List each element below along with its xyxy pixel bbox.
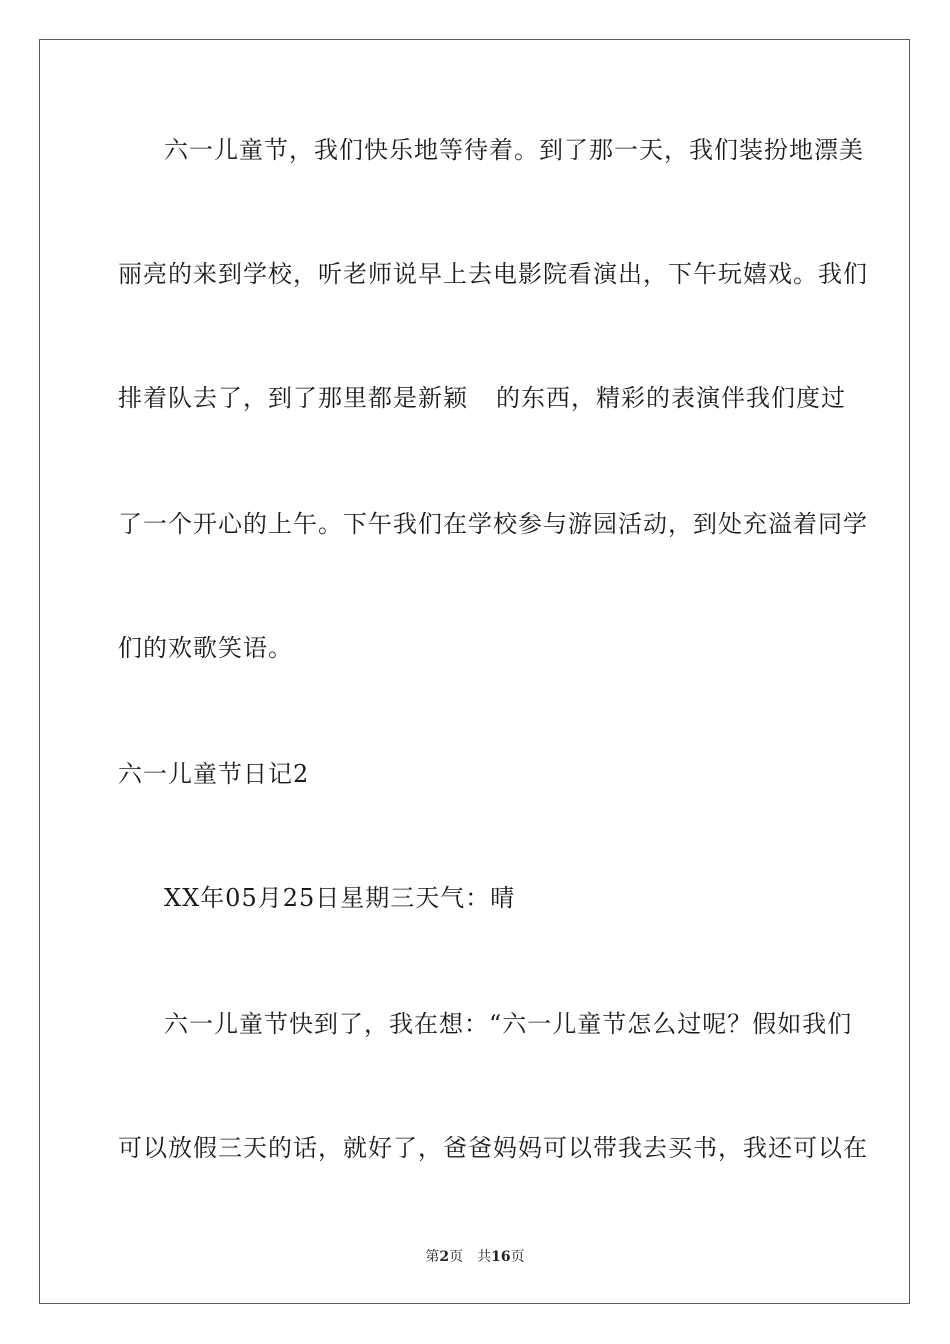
paragraph-2-line-2: 可以放假三天的话，就好了，爸爸妈妈可以带我去买书，我还可以在	[118, 1134, 868, 1162]
footer-page-number: 2	[439, 1249, 450, 1265]
paragraph-1-line-3	[118, 384, 846, 412]
footer-total-prefix: 共	[477, 1249, 492, 1265]
page-border	[39, 39, 910, 1304]
footer-page-prefix: 第	[425, 1249, 440, 1265]
paragraph-2-line-1: 六一儿童节快到了，我在想：“六一儿童节怎么过呢？假如我们	[164, 1010, 853, 1038]
section-heading: 六一儿童节日记2	[118, 760, 310, 788]
date-weather-line: XX年05月25日星期三天气：晴	[164, 884, 516, 912]
paragraph-1-line-3-part-a: 排着队去了，到了那里都是新颖	[118, 384, 468, 412]
paragraph-1-line-2: 丽亮的来到学校，听老师说早上去电影院看演出，下午玩嬉戏。我们	[118, 260, 868, 288]
paragraph-1-line-3-part-b: 的东西，精彩的表演伴我们度过	[496, 384, 846, 412]
paragraph-1-line-1: 六一儿童节，我们快乐地等待着。到了那一天，我们装扮地漂美	[164, 136, 864, 164]
footer-total-pages: 16	[491, 1249, 511, 1265]
footer-total-suffix: 页	[510, 1249, 525, 1265]
paragraph-1-line-4: 了一个开心的上午。下午我们在学校参与游园活动，到处充溢着同学	[118, 510, 868, 538]
paragraph-1-line-5: 们的欢歌笑语。	[118, 634, 293, 662]
page-footer	[0, 1248, 950, 1266]
footer-page-suffix: 页	[449, 1249, 464, 1265]
